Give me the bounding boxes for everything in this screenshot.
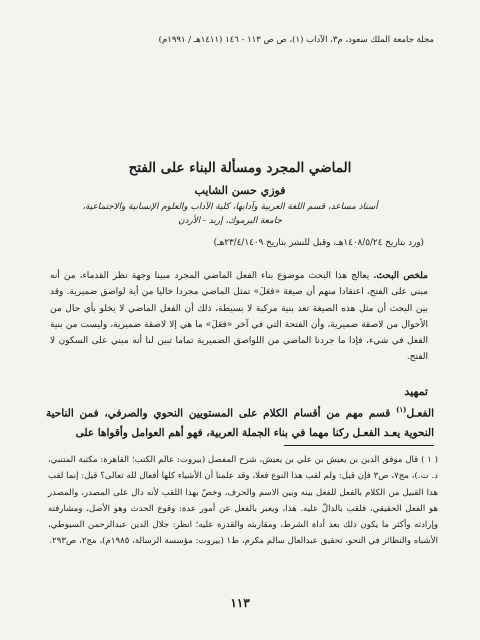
abstract [50, 268, 428, 366]
intro-paragraph [46, 400, 434, 444]
intro-first-word: الفعـل [406, 407, 434, 420]
submission-dates: (ورد بتاريخ ١٤٠٨/٥/٢٤هـ، وقبل للنشر بتاريخ ٢٣/٤/١٤٠٩هـ) [213, 238, 424, 248]
abstract-label: ملخص البحث. [373, 271, 428, 281]
author-name: فوزي حسن الشايب [194, 184, 286, 197]
abstract-text: يعالج هذا البحث موضوع بناء الفعل الماضي المجرد مبينا وجهة نظر القدماء، من أنه مبني على الفتح، اعتقادا منهم أن صيغة «فعَلَ» تمثل الماضي مجردا خاليا من أية لواصق ضميرية. وقد بين البحث أن مثل هذه الصيغة تعد بنية مركبة لا بسيطة، ذلك أن الفعل الماضي لا يخلو بأي حال من الأحوال من لاصقة ضميرية، وأن الفتحة التي في آخر «فعَلَ» ما هي إلا لاصقة ضميرية، وليست من بنية الفعل في شيء، فإذا ما جردنا الماضي من اللواصق الضميرية تماما تبين لنا أنه مبني على السكون لا الفتح. [50, 271, 428, 363]
author-affiliation: أستاذ مساعد، قسم اللغة العربية وآدابها، كلية الآداب والعلوم الإنسانية والاجتماعية، [82, 202, 378, 212]
footnote-mark: (١) [396, 405, 407, 414]
footnote-divider [284, 445, 434, 446]
journal-header: مجلة جامعة الملك سعود، م٣، الآداب (١)، ص ص ١١٣ - ١٤٦ (١٤١١هـ / ١٩٩١م) [158, 35, 434, 45]
footnote: ( ١ ) قال موفق الدين بن يعيش بن علي بن يعيش، شرح المفصل (بيروت: عالم الكتب؛ القاهرة: مكتبة المتنبي، د. ت.)، مج٧، ص٣ فإن قيل: ولم لقب هذا النوع فعلا، وقد علمنا أن الأشياء كلها أفعال لله تعالى؟ قيل: إنما لقب هذا القبيل من الكلام بالفعل للفعل بينه وبين الاسم والحرف، وخصّ بهذا اللقب لأنه دال على المصدر، والمصدر هو الفعل الحقيقي، فلقب بالدالّ عليه. هذا، ويعبر بالفعل عن أمور عدة: وقوع الحدث وهو الأصل، ومشارفته وإرادته وأكثر ما يكون ذلك بعد أداة الشرط، ومقاربته والقدرة عليه؛ انظر: جلال الدين عبدالرحمن السيوطي، الأشباه والنظائر في النحو، تحقيق عبدالعال سالم مكرم، ط١ (بيروت: مؤسسة الرسالة، ١٩٨٥م)، مج٢، ص٢٩٣. [48, 455, 438, 547]
article-title: الماضي المجرد ومسألة البناء على الفتح [128, 160, 352, 176]
intro-text: قسم مهم من أقسام الكلام على المستويين النحوي والصرفي، فمن الناحية النحوية يعـد الفعـل ركنا مهما في بناء الجملة العربية، فهو أهم العوامل وأقواها على [46, 407, 434, 439]
author-university: جامعة اليرموك، إربد - الأردن [178, 216, 282, 226]
page-number: ١١٣ [230, 596, 250, 610]
section-heading: تمهيد [404, 385, 428, 398]
